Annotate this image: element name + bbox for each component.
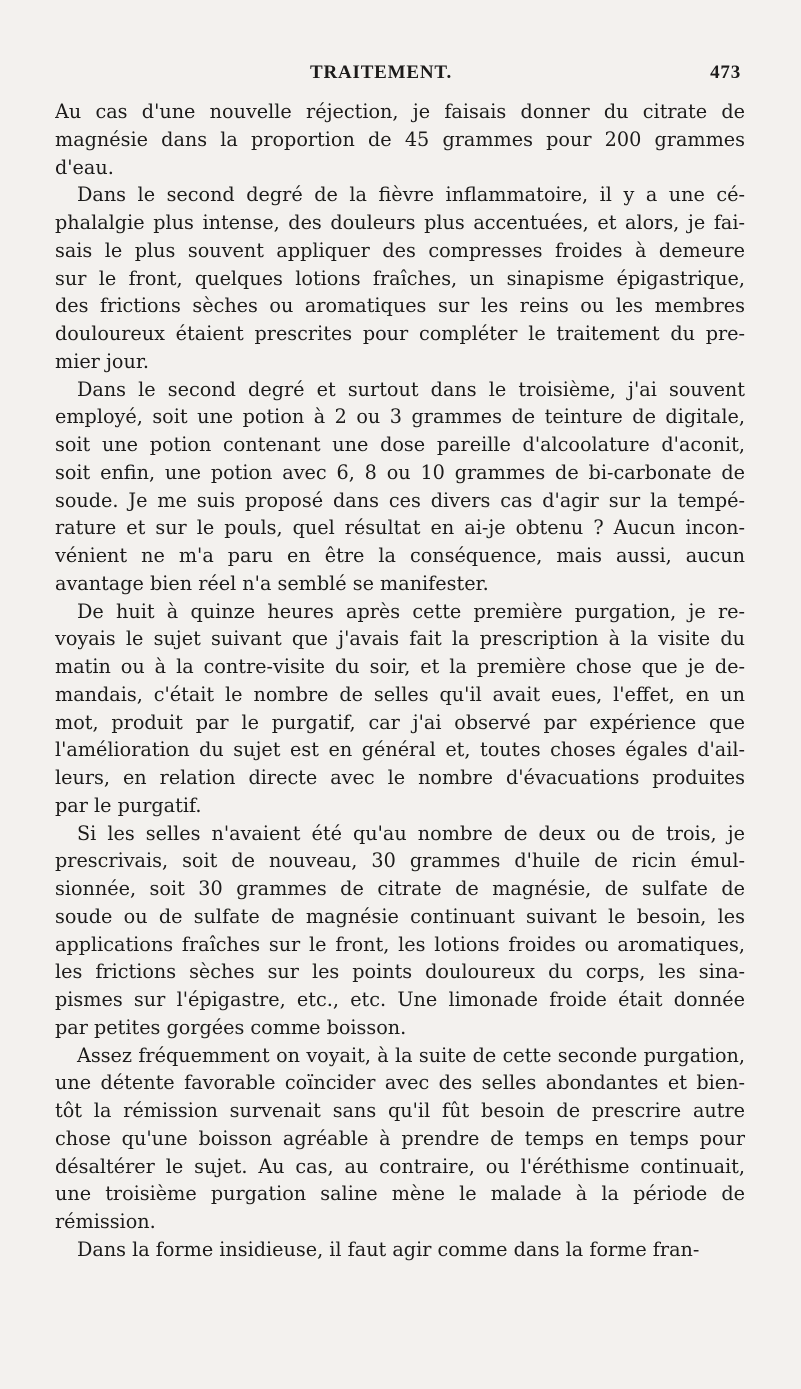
text-line: désaltérer le sujet. Au cas, au contraire, ou l'éréthisme continuait, <box>55 1154 745 1178</box>
paragraph <box>55 181 745 375</box>
text-line: sur le front, quelques lotions fraîches, un sinapisme épigastrique, <box>55 266 745 290</box>
text-line: voyais le sujet suivant que j'avais fait la prescription à la visite du <box>55 627 745 651</box>
paragraph <box>55 820 745 1042</box>
text-line: pismes sur l'épigastre, etc., etc. Une limonade froide était donnée <box>55 988 745 1011</box>
text-line: mot, produit par le purgatif, car j'ai observé par expérience que <box>55 710 745 734</box>
paragraph <box>55 1236 745 1264</box>
body-text <box>55 98 745 1264</box>
text-line: Si les selles n'avaient été qu'au nombre de deux ou de trois, je <box>77 821 745 845</box>
text-line: Dans le second degré et surtout dans le troisième, j'ai souvent <box>77 377 745 401</box>
text-line: prescrivais, soit de nouveau, 30 grammes d'huile de ricin émul- <box>55 849 745 873</box>
text-line: des frictions sèches ou aromatiques sur les reins ou les membres <box>55 294 745 318</box>
text-line: rémission. <box>55 1210 156 1233</box>
text-line: leurs, en relation directe avec le nombre d'évacuations produites <box>55 766 745 789</box>
text-line: l'amélioration du sujet est en général et, toutes choses égales d'ail- <box>55 738 745 762</box>
text-line: applications fraîches sur le front, les lotions froides ou aromatiques, <box>55 932 745 956</box>
text-line: par le purgatif. <box>55 793 202 817</box>
paragraph <box>55 598 745 820</box>
text-line: d'eau. <box>55 155 114 179</box>
text-line: employé, soit une potion à 2 ou 3 grammes de teinture de digitale, <box>55 405 745 429</box>
text-line: matin ou à la contre-visite du soir, et la première chose que je de- <box>55 655 745 678</box>
text-line: Dans le second degré de la fièvre inflammatoire, il y a une cé- <box>77 183 745 207</box>
text-line: par petites gorgées comme boisson. <box>55 1015 407 1039</box>
text-line: tôt la rémission survenait sans qu'il fût besoin de prescrire autre <box>55 1099 745 1122</box>
text-line: les frictions sèches sur les points douloureux du corps, les sina- <box>55 960 745 984</box>
text-line: Au cas d'une nouvelle réjection, je faisais donner du citrate de <box>55 100 745 123</box>
text-line: une détente favorable coïncider avec des selles abondantes et bien- <box>55 1071 745 1095</box>
paragraph <box>55 1042 745 1236</box>
text-line: douloureux étaient prescrites pour compléter le traitement du pre- <box>55 322 745 345</box>
running-title: TRAITEMENT. <box>310 62 452 83</box>
page-number: 473 <box>710 62 741 83</box>
text-line: rature et sur le pouls, quel résultat en ai-je obtenu ? Aucun incon- <box>55 516 745 540</box>
text-line: mandais, c'était le nombre de selles qu'il avait eues, l'effet, en un <box>55 682 745 706</box>
text-line: sionnée, soit 30 grammes de citrate de magnésie, de sulfate de <box>55 877 745 900</box>
paragraph <box>55 98 745 181</box>
text-line: une troisième purgation saline mène le malade à la période de <box>55 1182 745 1206</box>
text-line: soit enfin, une potion avec 6, 8 ou 10 grammes de bi-carbonate de <box>55 460 745 484</box>
text-line: soude ou de sulfate de magnésie continuant suivant le besoin, les <box>55 904 745 928</box>
text-line: chose qu'une boisson agréable à prendre de temps en temps pour <box>55 1126 745 1150</box>
text-line: soit une potion contenant une dose pareille d'alcoolature d'aconit, <box>55 433 745 456</box>
text-line: avantage bien réel n'a semblé se manifester. <box>55 571 489 595</box>
page-header <box>310 62 741 88</box>
text-line: vénient ne m'a paru en être la conséquence, mais aussi, aucun <box>55 544 745 567</box>
text-line: sais le plus souvent appliquer des compresses froides à demeure <box>55 238 745 262</box>
text-line: soude. Je me suis proposé dans ces divers cas d'agir sur la tempé- <box>55 488 745 512</box>
text-line: Dans la forme insidieuse, il faut agir comme dans la forme fran- <box>77 1237 700 1261</box>
text-line: mier jour. <box>55 349 149 373</box>
text-line: Assez fréquemment on voyait, à la suite de cette seconde purgation, <box>77 1043 745 1067</box>
paragraph <box>55 376 745 598</box>
text-line: phalalgie plus intense, des douleurs plus accentuées, et alors, je fai- <box>55 211 745 234</box>
text-line: De huit à quinze heures après cette première purgation, je re- <box>77 599 745 623</box>
text-line: magnésie dans la proportion de 45 grammes pour 200 grammes <box>55 127 745 151</box>
